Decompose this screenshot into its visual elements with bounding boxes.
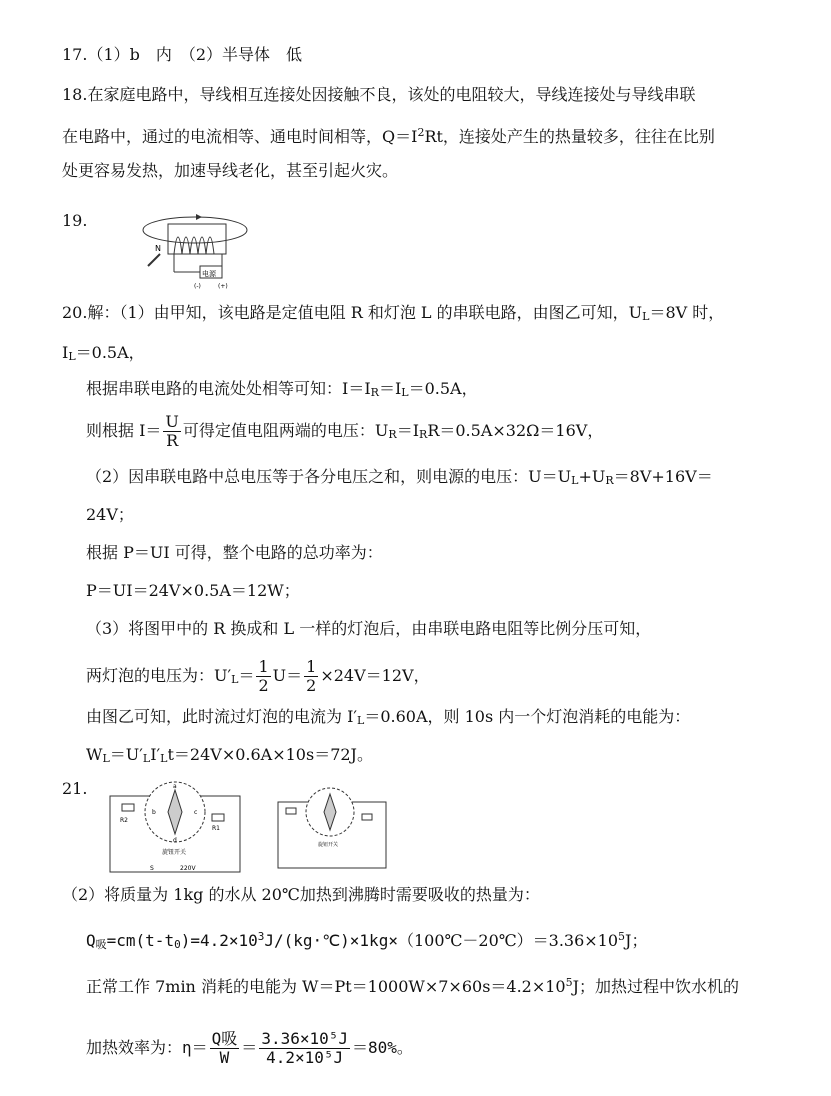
voltage-label: 220V	[180, 865, 196, 872]
circuit-figure-2	[270, 780, 395, 874]
answer-20-line-12: $W_L=U'_LI'_Lt=24V\times 0.6A\times 10s=72J$。	[86, 745, 373, 765]
answer-21-line-1: （2）将质量为 1kg 的水从 20℃加热到沸腾时需要吸收的热量为：	[62, 885, 540, 904]
positive-terminal-label: (+)	[218, 283, 228, 290]
knob-switch-label: 旋钮开关	[162, 849, 187, 856]
r2-label: R2	[120, 817, 128, 824]
answer-18-line-3: 处更容易发热，加速导线老化，甚至引起火灾。	[62, 161, 399, 180]
answer-20-line-3: 根据串联电路的电流处处相等可知：$I=I_R=I_L=0.5A$，	[86, 379, 478, 399]
answer-17: 17.（1）b 内 （2）半导体 低	[62, 45, 303, 64]
answer-21-line-4: 加热效率为：η＝ $\frac{\text{Q吸}}{W}$ ＝ $\frac{\text{3.36×10⁵J}}{\text{4.2×10⁵J}}$ ＝80%。	[86, 1029, 413, 1067]
solenoid-n-label: N	[155, 244, 161, 253]
answer-20-line-5: （2）因串联电路中总电压等于各分电压之和，则电源的电压：$U=U_L+U_R=8V+16V=$	[86, 467, 713, 487]
switch-s-label: S	[150, 865, 154, 872]
answer-20-line-7: 根据 P＝UI 可得，整个电路的总功率为：	[86, 543, 383, 562]
r1-label: R1	[212, 825, 220, 832]
terminal-d-label: d	[173, 837, 177, 844]
answer-20-line-6: 24V；	[86, 505, 134, 524]
terminal-c-label: c	[194, 809, 198, 816]
answer-20-line-10: 两灯泡的电压为：$U'_L=$ $\frac{1}{2}$ U＝ $\frac{1}{2}$ ×24V＝12V，	[86, 657, 430, 695]
answer-20-line-1: 20.解：（1）由甲知，该电路是定值电阻 R 和灯泡 L 的串联电路，由图乙可知，$U_L=8V$ 时，	[62, 303, 725, 323]
circuit-figure-1	[100, 776, 250, 878]
negative-terminal-label: (-)	[194, 283, 201, 290]
answer-20-line-11: 由图乙可知，此时流过灯泡的电流为 $I'_L=0.60A$，则 10s 内一个灯泡消耗的电能为：	[86, 707, 691, 727]
solenoid-figure	[140, 206, 260, 290]
knob-switch-label-2: 旋钮开关	[318, 842, 339, 848]
answer-18-line-1: 18.在家庭电路中，导线相互连接处因接触不良，该处的电阻较大，导线连接处与导线串联	[62, 85, 696, 104]
power-source-label: 电源	[202, 270, 216, 278]
answer-21-line-2: $Q_吸=cm(t-t_0)=4.2\times 10^3J/(kg\cdot℃)\times 1kg\times(100℃-20℃)=3.36\times 10^5J$；	[86, 930, 648, 951]
answer-18-line-2: 在电路中，通过的电流相等、通电时间相等，$Q=I^2Rt$，连接处产生的热量较多，往往在比别	[62, 126, 715, 146]
answer-20-line-9: （3）将图甲中的 R 换成和 L 一样的灯泡后，由串联电路电阻等比例分压可知，	[86, 619, 652, 638]
answer-20-line-4: 则根据 I＝ $\frac{U}{R}$ 可得定值电阻两端的电压：$U_R=I_RR=0.5A\times 32\Omega=16V$，	[86, 412, 604, 450]
answer-20-line-8: P＝UI＝24V×0.5A＝12W；	[86, 581, 300, 600]
answer-21-label: 21.	[62, 779, 88, 798]
answer-21-line-3: 正常工作 7min 消耗的电能为 $W=Pt=1000W\times 7\times 60s=4.2\times 10^5J$；加热过程中饮水机的	[86, 976, 740, 996]
answer-20-line-2: $I_L=0.5A$，	[62, 343, 145, 363]
terminal-a-label: a	[173, 783, 177, 790]
answer-19-label: 19.	[62, 211, 88, 230]
terminal-b-label: b	[152, 809, 156, 816]
